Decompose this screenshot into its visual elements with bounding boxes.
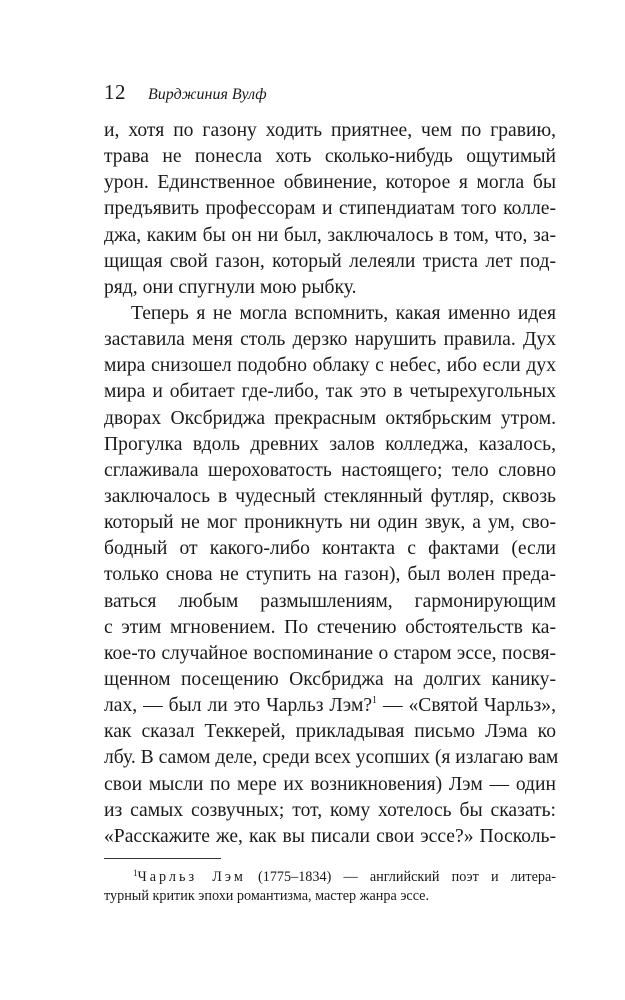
text-line: дворах Оксбриджа прекрасным октябрьским утром.	[104, 407, 556, 429]
text-line: из самых созвучных; тот, кому хотелось бы сказать:	[104, 799, 556, 821]
text-line-with-footnote	[104, 693, 556, 719]
text-line: предъявить профессорам и стипендиатам того колле-	[104, 198, 556, 220]
text-line: ряд, они спугнули мою рыбку.	[104, 276, 357, 298]
footnote-line	[104, 868, 556, 887]
text-line: кое-то случайное воспоминание о старом эссе, посвя-	[104, 642, 556, 664]
text-line: свои мысли по мере их возникновения) Лэм — один	[104, 773, 556, 795]
body-text	[104, 118, 559, 850]
footnote-name: Чарльз Лэм	[137, 869, 246, 885]
running-head-author: Вирджиния Вулф	[148, 86, 267, 103]
text-line: щищая свой газон, который лелеяли триста лет под-	[104, 250, 556, 272]
text-line: мира и обитает где-либо, так это в четырехугольных	[104, 381, 556, 403]
text-line: джа, каким бы он ни был, заключалось в том, что, за-	[104, 224, 556, 246]
text-line: Прогулка вдоль древних залов колледжа, казалось,	[104, 433, 556, 455]
text-line: заставила меня столь дерзко нарушить правила. Дух	[104, 329, 556, 351]
footnote-text: (1775–1834) — английский поэт и литера-	[245, 869, 556, 885]
text-line: урон. Единственное обвинение, которое я могла бы	[104, 172, 556, 194]
text-line: с этим мгновением. По стечению обстоятельств ка-	[104, 616, 556, 638]
text-line: заключалось в чудесный стеклянный футляр, сквозь	[104, 485, 556, 507]
text-line: трава не понесла хоть сколько-нибудь ощутимый	[104, 146, 556, 168]
footnote-line: турный критик эпохи романтизма, мастер жанра эссе.	[104, 888, 430, 904]
text-segment: лах, — был ли это Чарльз Лэм?	[104, 695, 373, 717]
text-line: бодный от какого-либо контакта с фактами (если	[104, 538, 556, 560]
footnote-reference[interactable]: 1	[372, 695, 378, 707]
text-line: ваться любым размышлениям, гармонирующим	[104, 590, 556, 612]
text-line: как сказал Теккерей, прикладывая письмо Лэма ко	[104, 721, 556, 743]
text-line: только снова не ступить на газон), был волен преда-	[104, 564, 556, 586]
footnotes	[104, 868, 556, 906]
page-number: 12	[104, 80, 126, 104]
text-segment: — «Святой Чарльз»,	[377, 695, 556, 717]
text-line: мира снизошел подобно облаку с небес, ибо если дух	[104, 355, 556, 377]
footnote-mark: 1	[133, 868, 138, 878]
running-head	[104, 80, 267, 106]
text-line: щенном посещению Оксбриджа на долгих канику-	[104, 668, 556, 690]
text-line: «Расскажите же, как вы писали свои эссе?» Посколь-	[104, 825, 556, 847]
text-line: лбу. В самом деле, среди всех усопших (я излагаю вам	[104, 747, 559, 769]
text-line: и, хотя по газону ходить приятнее, чем по гравию,	[104, 120, 556, 141]
text-line-indented: Теперь я не могла вспомнить, какая именно идея	[131, 302, 556, 324]
text-line: который не мог проникнуть ни один звук, а ум, сво-	[104, 512, 556, 534]
text-line: сглаживала шероховатость настоящего; тело словно	[104, 459, 556, 481]
footnote-divider	[104, 858, 221, 859]
